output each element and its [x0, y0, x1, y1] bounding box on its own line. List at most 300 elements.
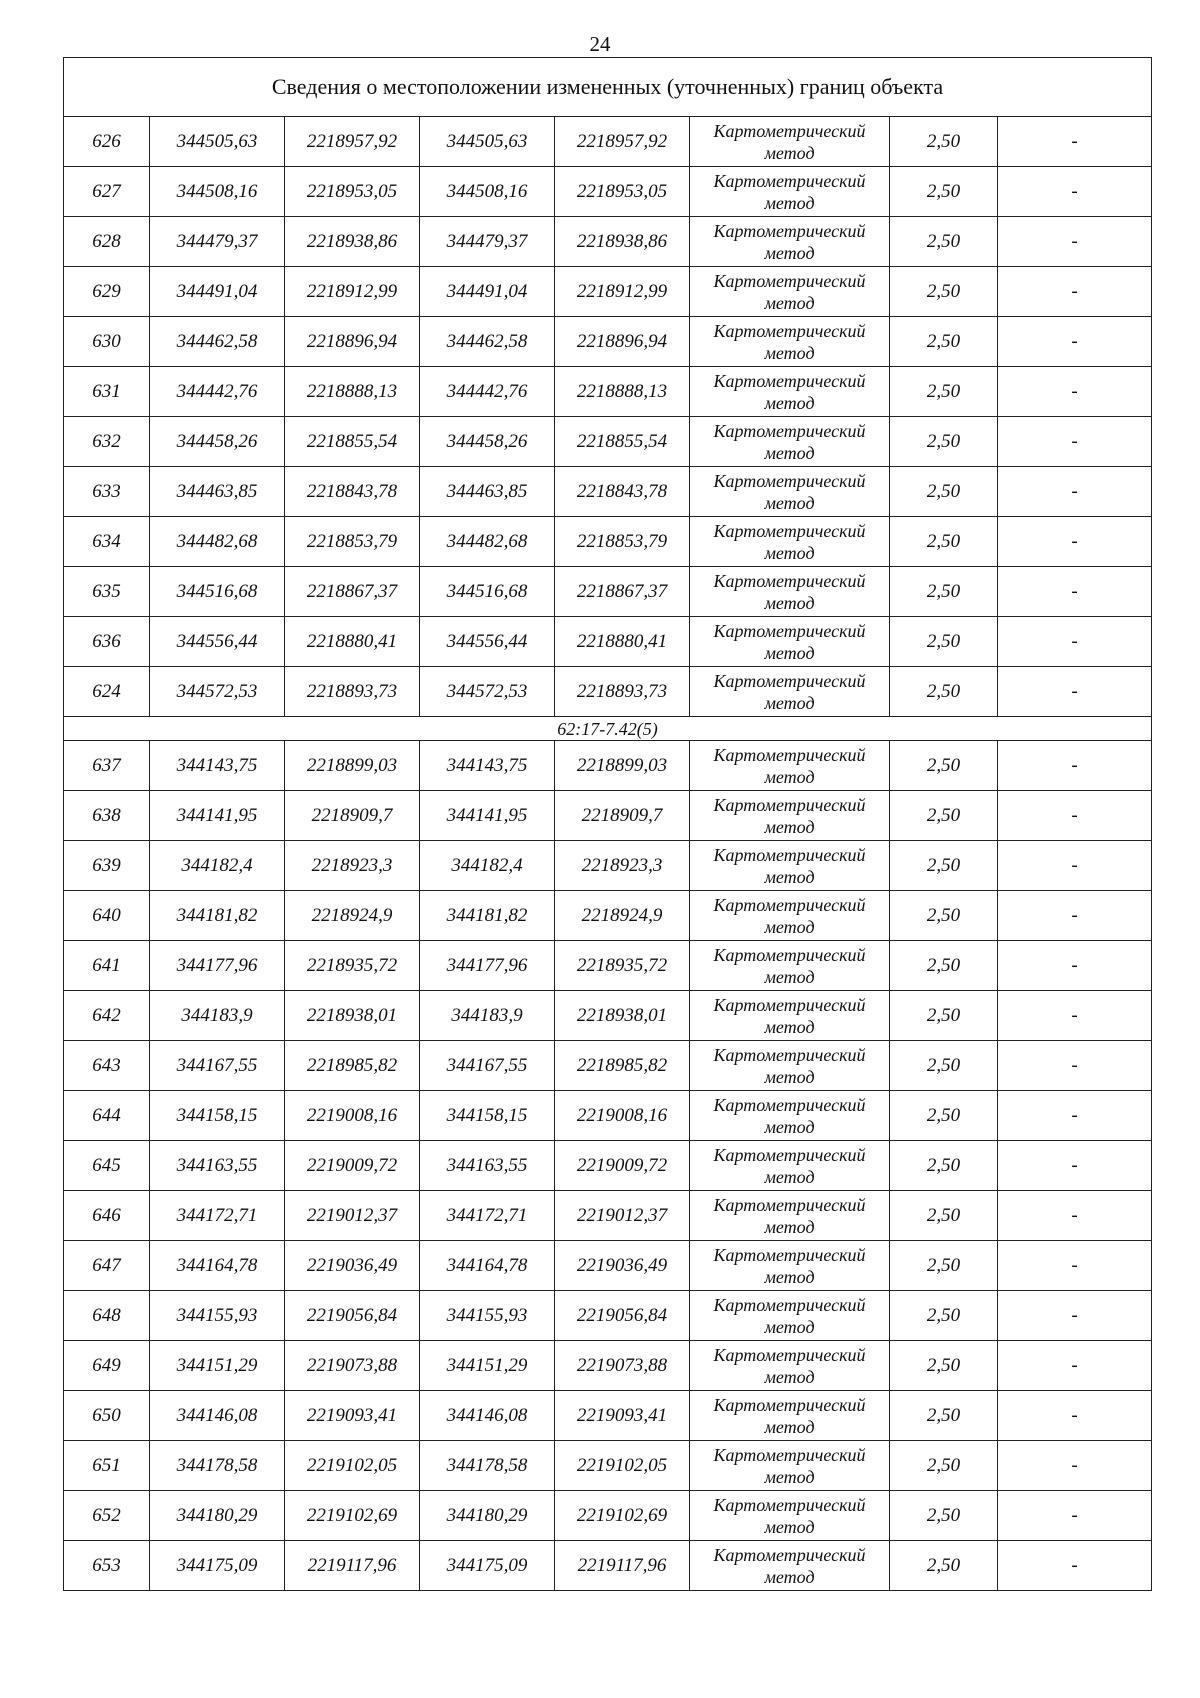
y-new-cell: 2218896,94	[555, 317, 690, 367]
x-old-cell: 344143,75	[150, 741, 285, 791]
method-line-1: Картометрический	[713, 170, 866, 191]
method-line-1: Картометрический	[713, 120, 866, 141]
y-new-cell: 2218880,41	[555, 617, 690, 667]
note-cell: -	[998, 517, 1152, 567]
method-line-2: метод	[764, 1516, 815, 1537]
x-new-cell: 344479,37	[420, 217, 555, 267]
x-old-cell: 344479,37	[150, 217, 285, 267]
method-cell	[690, 117, 890, 167]
note-cell: -	[998, 1141, 1152, 1191]
method-line-1: Картометрический	[713, 1494, 866, 1515]
table-row	[64, 617, 1152, 667]
accuracy-cell: 2,50	[890, 417, 998, 467]
method-cell	[690, 417, 890, 467]
x-old-cell: 344163,55	[150, 1141, 285, 1191]
point-number-cell: 633	[64, 467, 150, 517]
method-cell	[690, 1491, 890, 1541]
method-line-2: метод	[764, 1416, 815, 1437]
accuracy-cell: 2,50	[890, 1541, 998, 1591]
table-row	[64, 741, 1152, 791]
method-line-1: Картометрический	[713, 420, 866, 441]
method-cell	[690, 791, 890, 841]
x-new-cell: 344178,58	[420, 1441, 555, 1491]
method-cell	[690, 991, 890, 1041]
y-old-cell: 2218909,7	[285, 791, 420, 841]
point-number-cell: 634	[64, 517, 150, 567]
accuracy-cell: 2,50	[890, 567, 998, 617]
x-old-cell: 344151,29	[150, 1341, 285, 1391]
method-cell	[690, 1441, 890, 1491]
y-old-cell: 2218985,82	[285, 1041, 420, 1091]
y-old-cell: 2218896,94	[285, 317, 420, 367]
note-cell: -	[998, 991, 1152, 1041]
point-number-cell: 640	[64, 891, 150, 941]
point-number-cell: 635	[64, 567, 150, 617]
method-line-1: Картометрический	[713, 270, 866, 291]
x-new-cell: 344175,09	[420, 1541, 555, 1591]
point-number-cell: 630	[64, 317, 150, 367]
point-number-cell: 649	[64, 1341, 150, 1391]
table-row	[64, 891, 1152, 941]
method-line-2: метод	[764, 192, 815, 213]
table-row	[64, 1491, 1152, 1541]
method-cell	[690, 267, 890, 317]
table-row	[64, 841, 1152, 891]
x-new-cell: 344151,29	[420, 1341, 555, 1391]
table-row	[64, 267, 1152, 317]
y-new-cell: 2219012,37	[555, 1191, 690, 1241]
point-number-cell: 645	[64, 1141, 150, 1191]
note-cell: -	[998, 841, 1152, 891]
y-new-cell: 2219073,88	[555, 1341, 690, 1391]
point-number-cell: 632	[64, 417, 150, 467]
x-new-cell: 344141,95	[420, 791, 555, 841]
point-number-cell: 629	[64, 267, 150, 317]
y-new-cell: 2218843,78	[555, 467, 690, 517]
method-line-2: метод	[764, 1016, 815, 1037]
x-old-cell: 344516,68	[150, 567, 285, 617]
table-row	[64, 367, 1152, 417]
method-line-2: метод	[764, 1366, 815, 1387]
method-line-1: Картометрический	[713, 1444, 866, 1465]
y-new-cell: 2218924,9	[555, 891, 690, 941]
x-new-cell: 344508,16	[420, 167, 555, 217]
note-cell: -	[998, 1541, 1152, 1591]
method-cell	[690, 1391, 890, 1441]
method-line-2: метод	[764, 1316, 815, 1337]
x-new-cell: 344462,58	[420, 317, 555, 367]
point-number-cell: 644	[64, 1091, 150, 1141]
method-line-2: метод	[764, 1166, 815, 1187]
x-new-cell: 344505,63	[420, 117, 555, 167]
table-row	[64, 1241, 1152, 1291]
x-old-cell: 344462,58	[150, 317, 285, 367]
accuracy-cell: 2,50	[890, 1241, 998, 1291]
point-number-cell: 650	[64, 1391, 150, 1441]
y-old-cell: 2218938,01	[285, 991, 420, 1041]
table-row	[64, 1091, 1152, 1141]
accuracy-cell: 2,50	[890, 267, 998, 317]
table-row	[64, 1291, 1152, 1341]
method-cell	[690, 617, 890, 667]
method-cell	[690, 567, 890, 617]
note-cell: -	[998, 1041, 1152, 1091]
x-new-cell: 344143,75	[420, 741, 555, 791]
accuracy-cell: 2,50	[890, 741, 998, 791]
point-number-cell: 624	[64, 667, 150, 717]
x-new-cell: 344163,55	[420, 1141, 555, 1191]
method-line-1: Картометрический	[713, 1044, 866, 1065]
x-old-cell: 344183,9	[150, 991, 285, 1041]
y-new-cell: 2218953,05	[555, 167, 690, 217]
method-line-1: Картометрический	[713, 844, 866, 865]
method-line-1: Картометрический	[713, 470, 866, 491]
method-line-1: Картометрический	[713, 1344, 866, 1365]
method-cell	[690, 1191, 890, 1241]
method-line-2: метод	[764, 766, 815, 787]
table-row	[64, 1541, 1152, 1591]
method-cell	[690, 1541, 890, 1591]
point-number-cell: 639	[64, 841, 150, 891]
note-cell: -	[998, 617, 1152, 667]
point-number-cell: 646	[64, 1191, 150, 1241]
table-row	[64, 1341, 1152, 1391]
table-row	[64, 567, 1152, 617]
x-new-cell: 344458,26	[420, 417, 555, 467]
y-old-cell: 2218924,9	[285, 891, 420, 941]
y-new-cell: 2218867,37	[555, 567, 690, 617]
x-old-cell: 344181,82	[150, 891, 285, 941]
accuracy-cell: 2,50	[890, 1491, 998, 1541]
y-old-cell: 2218855,54	[285, 417, 420, 467]
x-new-cell: 344180,29	[420, 1491, 555, 1541]
point-number-cell: 648	[64, 1291, 150, 1341]
method-cell	[690, 741, 890, 791]
note-cell: -	[998, 741, 1152, 791]
coordinates-table	[63, 57, 1152, 1591]
y-new-cell: 2219117,96	[555, 1541, 690, 1591]
y-old-cell: 2218867,37	[285, 567, 420, 617]
accuracy-cell: 2,50	[890, 217, 998, 267]
method-line-1: Картометрический	[713, 1294, 866, 1315]
method-cell	[690, 1041, 890, 1091]
method-cell	[690, 217, 890, 267]
note-cell: -	[998, 267, 1152, 317]
method-line-2: метод	[764, 1466, 815, 1487]
method-line-1: Картометрический	[713, 320, 866, 341]
x-old-cell: 344458,26	[150, 417, 285, 467]
y-old-cell: 2218938,86	[285, 217, 420, 267]
x-new-cell: 344155,93	[420, 1291, 555, 1341]
method-cell	[690, 1141, 890, 1191]
y-old-cell: 2219093,41	[285, 1391, 420, 1441]
method-cell	[690, 517, 890, 567]
note-cell: -	[998, 941, 1152, 991]
accuracy-cell: 2,50	[890, 841, 998, 891]
table-row	[64, 1141, 1152, 1191]
point-number-cell: 637	[64, 741, 150, 791]
method-line-2: метод	[764, 692, 815, 713]
y-old-cell: 2218899,03	[285, 741, 420, 791]
x-old-cell: 344155,93	[150, 1291, 285, 1341]
method-cell	[690, 941, 890, 991]
table-title-row	[64, 58, 1152, 117]
point-number-cell: 631	[64, 367, 150, 417]
x-old-cell: 344141,95	[150, 791, 285, 841]
method-line-1: Картометрический	[713, 670, 866, 691]
note-cell: -	[998, 791, 1152, 841]
x-old-cell: 344442,76	[150, 367, 285, 417]
table-title: Сведения о местоположении измененных (уточненных) границ объекта	[64, 58, 1152, 117]
x-old-cell: 344572,53	[150, 667, 285, 717]
accuracy-cell: 2,50	[890, 1141, 998, 1191]
accuracy-cell: 2,50	[890, 517, 998, 567]
method-line-1: Картометрический	[713, 520, 866, 541]
y-old-cell: 2218953,05	[285, 167, 420, 217]
method-cell	[690, 1091, 890, 1141]
method-line-2: метод	[764, 442, 815, 463]
method-line-1: Картометрический	[713, 744, 866, 765]
method-cell	[690, 317, 890, 367]
point-number-cell: 626	[64, 117, 150, 167]
point-number-cell: 653	[64, 1541, 150, 1591]
table-body	[64, 58, 1152, 1591]
x-old-cell: 344182,4	[150, 841, 285, 891]
y-new-cell: 2218855,54	[555, 417, 690, 467]
y-new-cell: 2218935,72	[555, 941, 690, 991]
y-new-cell: 2219036,49	[555, 1241, 690, 1291]
accuracy-cell: 2,50	[890, 1291, 998, 1341]
method-line-2: метод	[764, 342, 815, 363]
point-number-cell: 643	[64, 1041, 150, 1091]
section-row	[64, 717, 1152, 741]
accuracy-cell: 2,50	[890, 167, 998, 217]
method-line-1: Картометрический	[713, 570, 866, 591]
y-old-cell: 2218880,41	[285, 617, 420, 667]
x-new-cell: 344491,04	[420, 267, 555, 317]
method-line-2: метод	[764, 966, 815, 987]
method-line-1: Картометрический	[713, 220, 866, 241]
note-cell: -	[998, 1291, 1152, 1341]
accuracy-cell: 2,50	[890, 791, 998, 841]
y-old-cell: 2219009,72	[285, 1141, 420, 1191]
method-line-1: Картометрический	[713, 1144, 866, 1165]
accuracy-cell: 2,50	[890, 467, 998, 517]
method-line-2: метод	[764, 142, 815, 163]
method-line-1: Картометрический	[713, 794, 866, 815]
method-cell	[690, 1241, 890, 1291]
accuracy-cell: 2,50	[890, 667, 998, 717]
note-cell: -	[998, 1391, 1152, 1441]
method-line-1: Картометрический	[713, 994, 866, 1015]
method-line-2: метод	[764, 592, 815, 613]
method-line-2: метод	[764, 866, 815, 887]
y-new-cell: 2218985,82	[555, 1041, 690, 1091]
x-new-cell: 344177,96	[420, 941, 555, 991]
note-cell: -	[998, 567, 1152, 617]
method-line-1: Картометрический	[713, 370, 866, 391]
y-old-cell: 2218893,73	[285, 667, 420, 717]
y-new-cell: 2218888,13	[555, 367, 690, 417]
point-number-cell: 638	[64, 791, 150, 841]
method-line-2: метод	[764, 242, 815, 263]
method-line-2: метод	[764, 1116, 815, 1137]
y-new-cell: 2218893,73	[555, 667, 690, 717]
accuracy-cell: 2,50	[890, 117, 998, 167]
y-new-cell: 2218853,79	[555, 517, 690, 567]
y-new-cell: 2218938,86	[555, 217, 690, 267]
x-old-cell: 344463,85	[150, 467, 285, 517]
x-old-cell: 344508,16	[150, 167, 285, 217]
y-old-cell: 2218912,99	[285, 267, 420, 317]
y-old-cell: 2219012,37	[285, 1191, 420, 1241]
y-new-cell: 2219093,41	[555, 1391, 690, 1441]
x-old-cell: 344167,55	[150, 1041, 285, 1091]
method-line-1: Картометрический	[713, 1194, 866, 1215]
x-old-cell: 344172,71	[150, 1191, 285, 1241]
table-row	[64, 791, 1152, 841]
y-new-cell: 2218923,3	[555, 841, 690, 891]
y-old-cell: 2219073,88	[285, 1341, 420, 1391]
table-row	[64, 1041, 1152, 1091]
note-cell: -	[998, 467, 1152, 517]
section-label: 62:17-7.42(5)	[64, 717, 1152, 741]
y-new-cell: 2218912,99	[555, 267, 690, 317]
note-cell: -	[998, 667, 1152, 717]
method-line-2: метод	[764, 1566, 815, 1587]
point-number-cell: 641	[64, 941, 150, 991]
note-cell: -	[998, 217, 1152, 267]
x-new-cell: 344172,71	[420, 1191, 555, 1241]
method-line-2: метод	[764, 1266, 815, 1287]
method-cell	[690, 841, 890, 891]
method-line-1: Картометрический	[713, 944, 866, 965]
y-new-cell: 2219008,16	[555, 1091, 690, 1141]
method-line-2: метод	[764, 492, 815, 513]
y-old-cell: 2219008,16	[285, 1091, 420, 1141]
note-cell: -	[998, 1341, 1152, 1391]
x-new-cell: 344556,44	[420, 617, 555, 667]
table-row	[64, 417, 1152, 467]
page-number: 24	[589, 32, 611, 56]
y-old-cell: 2219102,69	[285, 1491, 420, 1541]
x-new-cell: 344463,85	[420, 467, 555, 517]
note-cell: -	[998, 1441, 1152, 1491]
note-cell: -	[998, 1241, 1152, 1291]
accuracy-cell: 2,50	[890, 1041, 998, 1091]
x-new-cell: 344482,68	[420, 517, 555, 567]
x-new-cell: 344572,53	[420, 667, 555, 717]
method-line-2: метод	[764, 642, 815, 663]
x-old-cell: 344505,63	[150, 117, 285, 167]
y-new-cell: 2218938,01	[555, 991, 690, 1041]
method-line-1: Картометрический	[713, 1544, 866, 1565]
method-line-1: Картометрический	[713, 1394, 866, 1415]
method-cell	[690, 467, 890, 517]
point-number-cell: 652	[64, 1491, 150, 1541]
table-row	[64, 517, 1152, 567]
x-new-cell: 344182,4	[420, 841, 555, 891]
y-old-cell: 2219117,96	[285, 1541, 420, 1591]
x-old-cell: 344175,09	[150, 1541, 285, 1591]
y-new-cell: 2219102,69	[555, 1491, 690, 1541]
x-new-cell: 344516,68	[420, 567, 555, 617]
note-cell: -	[998, 367, 1152, 417]
accuracy-cell: 2,50	[890, 1391, 998, 1441]
accuracy-cell: 2,50	[890, 317, 998, 367]
table-row	[64, 1191, 1152, 1241]
note-cell: -	[998, 1491, 1152, 1541]
table-row	[64, 217, 1152, 267]
table-row	[64, 117, 1152, 167]
table-row	[64, 1391, 1152, 1441]
method-cell	[690, 667, 890, 717]
x-new-cell: 344158,15	[420, 1091, 555, 1141]
x-old-cell: 344491,04	[150, 267, 285, 317]
table-row	[64, 467, 1152, 517]
x-old-cell: 344146,08	[150, 1391, 285, 1441]
y-new-cell: 2219102,05	[555, 1441, 690, 1491]
y-old-cell: 2219036,49	[285, 1241, 420, 1291]
method-cell	[690, 167, 890, 217]
table-row	[64, 991, 1152, 1041]
point-number-cell: 651	[64, 1441, 150, 1491]
x-old-cell: 344180,29	[150, 1491, 285, 1541]
method-line-1: Картометрический	[713, 1094, 866, 1115]
accuracy-cell: 2,50	[890, 941, 998, 991]
y-new-cell: 2218899,03	[555, 741, 690, 791]
note-cell: -	[998, 167, 1152, 217]
accuracy-cell: 2,50	[890, 367, 998, 417]
y-old-cell: 2218935,72	[285, 941, 420, 991]
method-line-2: метод	[764, 392, 815, 413]
x-new-cell: 344167,55	[420, 1041, 555, 1091]
point-number-cell: 627	[64, 167, 150, 217]
x-new-cell: 344442,76	[420, 367, 555, 417]
y-new-cell: 2218957,92	[555, 117, 690, 167]
method-cell	[690, 1341, 890, 1391]
y-old-cell: 2218853,79	[285, 517, 420, 567]
method-line-1: Картометрический	[713, 620, 866, 641]
y-new-cell: 2219009,72	[555, 1141, 690, 1191]
method-line-2: метод	[764, 916, 815, 937]
x-old-cell: 344178,58	[150, 1441, 285, 1491]
method-cell	[690, 891, 890, 941]
point-number-cell: 636	[64, 617, 150, 667]
x-old-cell: 344556,44	[150, 617, 285, 667]
accuracy-cell: 2,50	[890, 617, 998, 667]
y-new-cell: 2218909,7	[555, 791, 690, 841]
x-old-cell: 344164,78	[150, 1241, 285, 1291]
y-old-cell: 2219056,84	[285, 1291, 420, 1341]
note-cell: -	[998, 1191, 1152, 1241]
accuracy-cell: 2,50	[890, 1441, 998, 1491]
accuracy-cell: 2,50	[890, 991, 998, 1041]
y-new-cell: 2219056,84	[555, 1291, 690, 1341]
method-line-2: метод	[764, 542, 815, 563]
accuracy-cell: 2,50	[890, 1341, 998, 1391]
note-cell: -	[998, 117, 1152, 167]
point-number-cell: 647	[64, 1241, 150, 1291]
accuracy-cell: 2,50	[890, 1191, 998, 1241]
method-line-2: метод	[764, 1216, 815, 1237]
x-new-cell: 344164,78	[420, 1241, 555, 1291]
method-line-2: метод	[764, 1066, 815, 1087]
method-line-1: Картометрический	[713, 894, 866, 915]
method-line-1: Картометрический	[713, 1244, 866, 1265]
x-old-cell: 344158,15	[150, 1091, 285, 1141]
table-row	[64, 167, 1152, 217]
